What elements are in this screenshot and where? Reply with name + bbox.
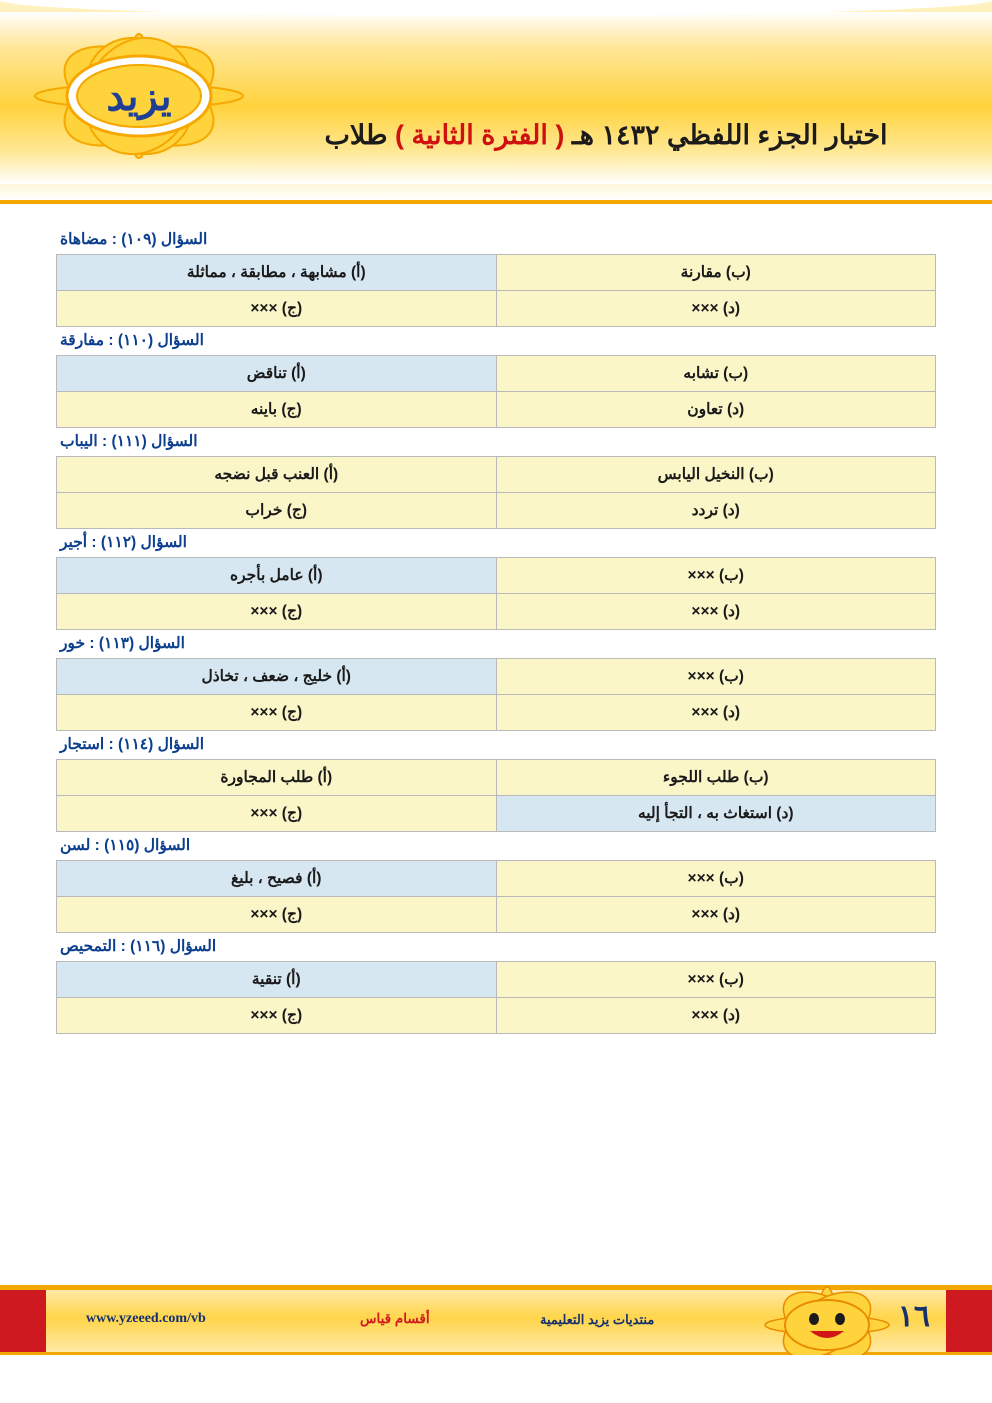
option-cell-d[interactable]: (د) استغاث به ، التجأ إليه (496, 796, 936, 832)
sun-logo-icon (24, 26, 254, 166)
option-cell-a[interactable]: (أ) تنقية (57, 962, 497, 998)
option-cell-d[interactable]: (د) تردد (496, 493, 936, 529)
table-row (57, 457, 936, 493)
options-table (56, 759, 936, 832)
footer-sun-icon (762, 1283, 892, 1363)
option-cell-b[interactable]: (ب) طلب اللجوء (496, 760, 936, 796)
table-row (57, 962, 936, 998)
option-cell-a[interactable]: (أ) عامل بأجره (57, 558, 497, 594)
option-cell-a[interactable]: (أ) تناقض (57, 356, 497, 392)
footer-accent-left (0, 1290, 46, 1352)
question-label: السؤال (١١٠) : مفارقة (60, 332, 204, 349)
options-table (56, 961, 936, 1034)
option-cell-c[interactable]: (ج) باينه (57, 392, 497, 428)
option-cell-b[interactable]: (ب) النخيل اليابس (496, 457, 936, 493)
option-cell-d[interactable]: (د) ××× (496, 695, 936, 731)
title-period: ( الفترة الثانية ) (395, 120, 565, 150)
options-table (56, 355, 936, 428)
table-row (57, 356, 936, 392)
option-cell-c[interactable]: (ج) ××× (57, 796, 497, 832)
option-cell-d[interactable]: (د) ××× (496, 897, 936, 933)
table-row (57, 998, 936, 1034)
page-number: ١٦ (897, 1300, 930, 1333)
footer-forum-label: منتديات يزيد التعليمية (540, 1312, 655, 1327)
table-row (57, 861, 936, 897)
table-row (57, 897, 936, 933)
header-banner (0, 0, 992, 196)
questions-container (0, 204, 992, 1034)
option-cell-c[interactable]: (ج) ××× (57, 594, 497, 630)
options-table (56, 557, 936, 630)
options-table (56, 254, 936, 327)
option-cell-a[interactable]: (أ) فصيح ، بليغ (57, 861, 497, 897)
option-cell-c[interactable]: (ج) ××× (57, 695, 497, 731)
page-footer (0, 1285, 992, 1403)
table-row (57, 493, 936, 529)
table-row (57, 659, 936, 695)
option-cell-d[interactable]: (د) ××× (496, 291, 936, 327)
options-table (56, 658, 936, 731)
footer-whitespace (0, 1355, 992, 1403)
footer-section-label: أقسام قياس (360, 1311, 430, 1326)
table-row (57, 594, 936, 630)
option-cell-b[interactable]: (ب) تشابه (496, 356, 936, 392)
question-label: السؤال (١٠٩) : مضاهاة (60, 231, 208, 248)
option-cell-b[interactable]: (ب) ××× (496, 962, 936, 998)
question-label: السؤال (١١٢) : أجير (60, 534, 187, 551)
logo-text: يزيد (106, 75, 172, 119)
table-row (57, 291, 936, 327)
option-cell-a[interactable]: (أ) طلب المجاورة (57, 760, 497, 796)
table-row (57, 558, 936, 594)
option-cell-c[interactable]: (ج) ××× (57, 998, 497, 1034)
option-cell-d[interactable]: (د) ××× (496, 998, 936, 1034)
option-cell-a[interactable]: (أ) العنب قبل نضجه (57, 457, 497, 493)
footer-accent-right (946, 1290, 992, 1352)
option-cell-a[interactable]: (أ) مشابهة ، مطابقة ، مماثلة (57, 255, 497, 291)
option-cell-a[interactable]: (أ) خليج ، ضعف ، تخاذل (57, 659, 497, 695)
options-table (56, 456, 936, 529)
table-row (57, 392, 936, 428)
option-cell-b[interactable]: (ب) ××× (496, 861, 936, 897)
option-cell-d[interactable]: (د) ××× (496, 594, 936, 630)
option-cell-b[interactable]: (ب) ××× (496, 558, 936, 594)
option-cell-b[interactable]: (ب) مقارنة (496, 255, 936, 291)
page-header (0, 0, 992, 204)
question-label: السؤال (١١٤) : استجار (60, 736, 205, 753)
question-label: السؤال (١١٦) : التمحيص (60, 938, 217, 955)
page-title (250, 120, 962, 151)
table-row (57, 695, 936, 731)
option-cell-c[interactable]: (ج) خراب (57, 493, 497, 529)
option-cell-c[interactable]: (ج) ××× (57, 897, 497, 933)
table-row (57, 255, 936, 291)
question-label: السؤال (١١١) : اليباب (60, 433, 198, 450)
option-cell-b[interactable]: (ب) ××× (496, 659, 936, 695)
question-label: السؤال (١١٥) : لسن (60, 837, 191, 854)
option-cell-c[interactable]: (ج) ××× (57, 291, 497, 327)
options-table (56, 860, 936, 933)
title-main: اختبار الجزء اللفظي ١٤٣٢ هـ (571, 120, 888, 150)
table-row (57, 760, 936, 796)
option-cell-d[interactable]: (د) تعاون (496, 392, 936, 428)
footer-website-link[interactable]: www.yzeeed.com/vb (86, 1311, 206, 1326)
question-label: السؤال (١١٣) : خور (60, 635, 185, 652)
table-row (57, 796, 936, 832)
title-tail: طلاب (324, 120, 388, 150)
